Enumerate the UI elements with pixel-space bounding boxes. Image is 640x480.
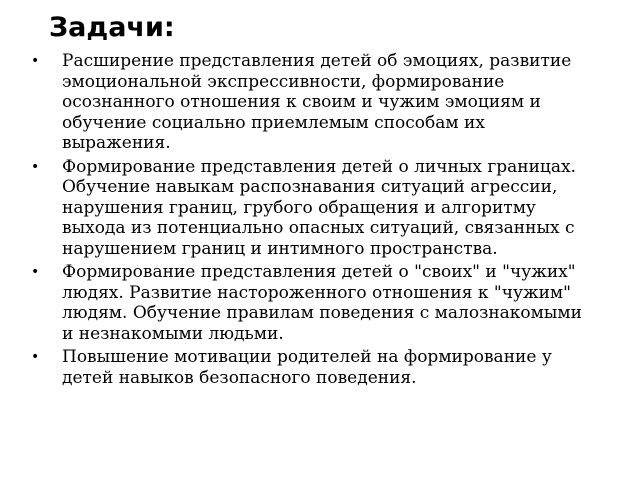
- bullet-icon: •: [31, 158, 40, 175]
- task-item-3: [31, 262, 591, 344]
- task-item-text: Формирование представления детей о личных границах. Обучение навыкам распознавания ситуаций агрессии, нарушения границ, грубого обращения и алгоритму выхода из потенциально опасных ситуаций, связанных с нарушением границ и интимного пространства.: [62, 156, 576, 259]
- task-item-text: Повышение мотивации родителей на формирование у детей навыков безопасного поведения.: [62, 347, 552, 388]
- slide-title: Задачи:: [49, 12, 175, 43]
- task-item-2: [31, 157, 591, 260]
- bullet-icon: •: [31, 53, 40, 69]
- task-item-text: Расширение представления детей об эмоциях, развитие эмоциональной экспрессивности, формирование осознанного отношения к своим и чужим эмоциям и обучение социально приемлемым способам их выражения.: [62, 51, 572, 153]
- bullet-icon: •: [31, 264, 40, 280]
- task-item-4: [31, 347, 591, 388]
- bullet-icon: •: [31, 349, 40, 365]
- task-list: [31, 51, 591, 391]
- task-item-text: Формирование представления детей о "своих" и "чужих" людях. Развитие настороженного отношения к "чужим" людям. Обучение правилам поведения с малознакомыми и незнакомыми людьми.: [62, 262, 582, 344]
- task-item-1: [31, 51, 591, 154]
